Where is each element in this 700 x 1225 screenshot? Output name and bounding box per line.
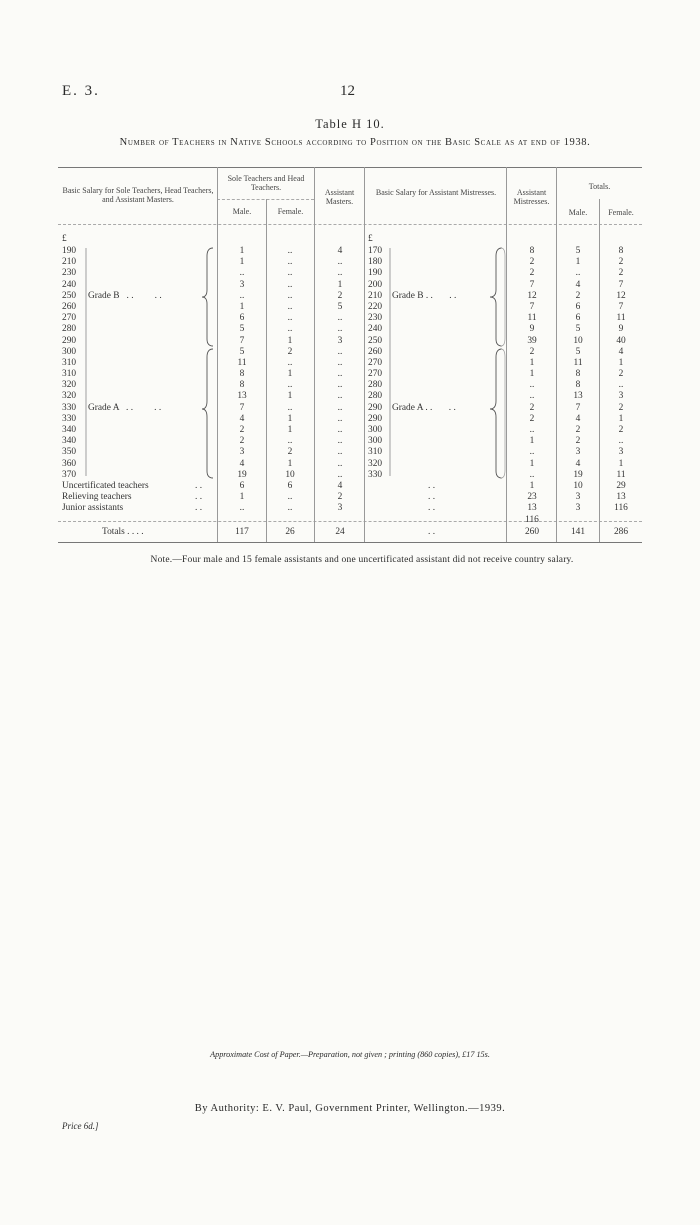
male-value: 1: [239, 246, 245, 256]
female-value: 1: [287, 413, 293, 424]
male-value: 4: [239, 413, 245, 424]
totals-female-value: 2: [618, 268, 624, 279]
salary-value: 310: [62, 357, 77, 368]
note: Note.—Four male and 15 female assistants and one uncertificated assistant did not receive country salary.: [150, 555, 574, 565]
male-value: 1: [239, 301, 245, 312]
assistant-masters-value: ..: [337, 324, 343, 335]
male-value: 6: [239, 313, 245, 324]
female-value: ..: [287, 268, 293, 279]
male-value: 3: [239, 447, 245, 458]
assistant-mistresses-value: ..: [529, 380, 535, 391]
totals-female: 26: [285, 527, 295, 537]
assistant-mistresses-value: 7: [529, 301, 535, 312]
female-value: 2: [287, 346, 293, 357]
male-value: 5: [239, 346, 245, 357]
bracket-mistresses-right: [500, 246, 508, 486]
totals-male-value: 2: [575, 290, 581, 301]
male-value: 6: [239, 480, 245, 491]
salary-value: 370: [62, 469, 77, 480]
assistant-mistresses-value: 11: [527, 313, 537, 324]
female-value: ..: [287, 324, 293, 335]
male-value: 19: [237, 469, 247, 480]
assistant-masters-column: [326, 246, 354, 515]
totals-female-value: 11: [616, 469, 626, 480]
totals-male-value: 4: [575, 458, 581, 469]
male-column: [228, 246, 256, 515]
assistant-masters-value: ..: [337, 346, 343, 357]
assistant-mistresses-value: 1: [529, 458, 535, 469]
assistant-masters-value: 2: [337, 290, 343, 301]
assistant-masters-value: ..: [337, 402, 343, 413]
salary-value: 280: [368, 391, 383, 402]
female-value: ..: [287, 313, 293, 324]
female-column: [276, 246, 304, 515]
brace-left-outer: [200, 246, 216, 486]
col-divider: [364, 167, 365, 542]
female-value: 10: [285, 469, 295, 480]
totals-male-value: 8: [575, 369, 581, 380]
assistant-mistresses-value: 12: [527, 290, 537, 301]
assistant-masters-value: 3: [337, 503, 343, 514]
totals-tot-female: 286: [613, 527, 629, 537]
header-totals-female: Female.: [608, 208, 634, 217]
assistant-mistresses-value: 2: [529, 268, 535, 279]
salary-value: 300: [62, 346, 77, 357]
salary-value: 240: [62, 279, 77, 290]
assistant-masters-value: ..: [337, 391, 343, 402]
totals-female-value: 11: [616, 313, 626, 324]
totals-female-value: 2: [618, 425, 624, 435]
assistant-mistresses-value: 2: [529, 402, 535, 413]
female-value: ..: [287, 257, 293, 268]
male-value: ..: [239, 268, 245, 279]
male-value: 1: [239, 492, 245, 503]
special-dots-left: . . . . . .: [195, 481, 203, 514]
salary-value: 270: [62, 313, 77, 324]
totals-female-value: 3: [618, 391, 624, 402]
assistant-masters-value: 4: [337, 246, 343, 256]
totals-male-value: ..: [575, 268, 581, 279]
female-value: ..: [287, 380, 293, 391]
totals-female-value: 1: [618, 357, 624, 368]
female-value: 1: [287, 458, 293, 469]
totals-male-value: 4: [575, 279, 581, 290]
male-value: 1: [239, 257, 245, 268]
salary-value: 230: [368, 313, 383, 324]
female-value: 1: [287, 335, 293, 346]
assistant-mistresses-value: 1: [529, 436, 535, 447]
salary-value: 240: [368, 324, 383, 335]
salary-value: 270: [368, 357, 383, 368]
salary-value: 360: [62, 458, 77, 469]
totals-male-value: 1: [575, 257, 581, 268]
female-value: ..: [287, 301, 293, 312]
totals-female-value: 2: [618, 257, 624, 268]
female-value: ..: [287, 436, 293, 447]
assistant-mistresses-value: 1: [529, 480, 535, 491]
female-value: 1: [287, 391, 293, 402]
female-value: 2: [287, 447, 293, 458]
assistant-masters-value: ..: [337, 268, 343, 279]
female-value: ..: [287, 503, 293, 514]
male-value: 3: [239, 279, 245, 290]
special-row-label: Relieving teachers: [62, 492, 132, 503]
totals-female-value: 12: [616, 290, 626, 301]
special-row-label: Uncertificated teachers: [62, 481, 149, 491]
assistant-mistresses-value: ..: [529, 469, 535, 480]
totals-female-value: 8: [618, 246, 624, 256]
salary-value: 270: [368, 369, 383, 380]
salary-value: 350: [62, 447, 77, 458]
totals-male-value: 2: [575, 425, 581, 435]
bracket-right-inner: [389, 246, 397, 486]
totals-female-value: 2: [618, 402, 624, 413]
col-divider: [599, 199, 600, 542]
totals-female-value: 7: [618, 301, 624, 312]
female-value: ..: [287, 492, 293, 503]
salary-value: 200: [368, 279, 383, 290]
totals-male-value: 3: [575, 492, 581, 503]
bracket-left-inner: [85, 246, 93, 486]
assistant-masters-value: ..: [337, 458, 343, 469]
male-value: 2: [239, 425, 245, 435]
totals-female-value: 13: [616, 492, 626, 503]
assistant-masters-value: 3: [337, 335, 343, 346]
totals-female-value: 7: [618, 279, 624, 290]
male-value: ..: [239, 503, 245, 514]
totals-male-value: 5: [575, 324, 581, 335]
header-basic-salary-mistresses: Basic Salary for Assistant Mistresses.: [375, 188, 497, 197]
salary-value: 220: [368, 301, 383, 312]
header-male: Male.: [232, 207, 252, 216]
table-top-rule: [58, 167, 642, 168]
totals-dots: . .: [428, 527, 436, 537]
salary-value: 250: [62, 290, 77, 301]
totals-female-column: [607, 246, 635, 515]
assistant-mistresses-value: 13: [527, 503, 537, 514]
document-code: E. 3.: [62, 83, 100, 99]
salary-value: 210: [368, 290, 383, 301]
assistant-masters-value: ..: [337, 257, 343, 268]
salary-value: 290: [368, 402, 383, 413]
salary-value: 320: [62, 391, 77, 402]
male-value: 7: [239, 335, 245, 346]
totals-female-value: 116: [614, 503, 628, 514]
salary-value: 180: [368, 257, 383, 268]
assistant-mistresses-value: 9: [529, 324, 535, 335]
salary-value: 330: [62, 413, 77, 424]
totals-female-value: 40: [616, 335, 626, 346]
totals-male-value: 4: [575, 413, 581, 424]
assistant-mistresses-value: 2: [529, 346, 535, 357]
assistant-masters-value: ..: [337, 447, 343, 458]
grade-a-left: Grade A . . . .: [88, 403, 162, 413]
totals-male-value: 3: [575, 447, 581, 458]
currency-mark-right: £: [368, 234, 373, 244]
assistant-masters-value: ..: [337, 436, 343, 447]
assistant-masters-value: 5: [337, 301, 343, 312]
salary-value: 310: [62, 369, 77, 380]
salary-value: 320: [62, 380, 77, 391]
salary-value: 290: [62, 335, 77, 346]
salary-value: 330: [62, 402, 77, 413]
salary-value: 170: [368, 246, 383, 256]
salary-value: 250: [368, 335, 383, 346]
totals-female-value: 9: [618, 324, 624, 335]
male-value: 4: [239, 458, 245, 469]
currency-mark-left: £: [62, 234, 67, 244]
totals-male-value: 13: [573, 391, 583, 402]
totals-male-value: 5: [575, 246, 581, 256]
totals-male-value: 19: [573, 469, 583, 480]
totals-female-value: 29: [616, 480, 626, 491]
salary-value: 190: [62, 246, 77, 256]
col-divider: [266, 199, 267, 542]
female-value: ..: [287, 290, 293, 301]
totals-asst-masters: 24: [335, 527, 345, 537]
assistant-masters-value: ..: [337, 413, 343, 424]
assistant-masters-value: 2: [337, 492, 343, 503]
totals-male-value: 3: [575, 503, 581, 514]
totals-female-value: ..: [618, 380, 624, 391]
salary-value: 340: [62, 436, 77, 447]
col-divider: [314, 167, 315, 542]
totals-male-column: [564, 246, 592, 515]
female-value: 6: [287, 480, 293, 491]
page-number: 12: [340, 83, 355, 99]
assistant-masters-value: ..: [337, 357, 343, 368]
totals-male-value: 2: [575, 436, 581, 447]
totals-label: Totals . . . .: [102, 527, 144, 537]
salary-value: 280: [62, 324, 77, 335]
assistant-mistresses-value: 2: [529, 257, 535, 268]
assistant-masters-value: ..: [337, 425, 343, 435]
assistant-mistresses-value: 2: [529, 413, 535, 424]
table-bottom-rule: [58, 542, 642, 543]
assistant-masters-value: 4: [337, 480, 343, 491]
totals-male-value: 5: [575, 346, 581, 357]
assistant-mistresses-value: 116: [525, 514, 539, 525]
assistant-masters-value: ..: [337, 380, 343, 391]
male-value: 8: [239, 380, 245, 391]
totals-male: 117: [235, 527, 249, 537]
totals-female-value: ..: [618, 436, 624, 447]
salary-value: 210: [62, 257, 77, 268]
salary-value: 340: [62, 425, 77, 435]
assistant-mistresses-value: ..: [529, 425, 535, 435]
assistant-mistresses-value: 7: [529, 279, 535, 290]
header-basic-salary-sole: Basic Salary for Sole Teachers, Head Teachers, and Assistant Masters.: [62, 186, 214, 204]
male-value: ..: [239, 290, 245, 301]
salary-value: 310: [368, 447, 383, 458]
male-value: 13: [237, 391, 247, 402]
header-divider: [58, 224, 642, 225]
salary-value: 290: [368, 413, 383, 424]
assistant-masters-value: ..: [337, 469, 343, 480]
salary-value: 260: [62, 301, 77, 312]
header-female: Female.: [277, 207, 304, 216]
header-assistant-mistresses: Assistant Mistresses.: [513, 188, 550, 206]
totals-male-value: 8: [575, 380, 581, 391]
salary-value: 320: [368, 458, 383, 469]
grade-b-left: Grade B . . . .: [88, 291, 162, 301]
male-value: 11: [237, 357, 247, 368]
assistant-mistresses-value: 1: [529, 357, 535, 368]
male-value: 5: [239, 324, 245, 335]
table-title: Number of Teachers in Native Schools according to Position on the Basic Scale as at end of 1938.: [119, 137, 591, 148]
header-assistant-masters: Assistant Masters.: [324, 188, 355, 206]
female-value: 1: [287, 369, 293, 380]
totals-female-value: 2: [618, 369, 624, 380]
totals-male-value: 11: [573, 357, 583, 368]
totals-male-value: 6: [575, 313, 581, 324]
salary-value: 300: [368, 436, 383, 447]
table-number: Table H 10.: [315, 117, 385, 131]
female-value: 1: [287, 425, 293, 435]
grade-b-right: Grade B . . . .: [392, 291, 457, 301]
assistant-mistresses-value: 39: [527, 335, 537, 346]
assistant-mistresses-value: 23: [527, 492, 537, 503]
assistant-masters-value: ..: [337, 369, 343, 380]
salary-value: 300: [368, 425, 383, 435]
assistant-mistresses-value: ..: [529, 447, 535, 458]
female-value: ..: [287, 402, 293, 413]
totals-male-value: 10: [573, 335, 583, 346]
male-value: 8: [239, 369, 245, 380]
assistant-mistresses-column: [518, 246, 546, 526]
totals-female-value: 4: [618, 346, 624, 357]
totals-female-value: 1: [618, 458, 624, 469]
totals-rule-top: [58, 521, 642, 522]
assistant-mistresses-value: ..: [529, 391, 535, 402]
totals-asst-mistresses: 260: [524, 527, 540, 537]
salary-value: 190: [368, 268, 383, 279]
female-value: ..: [287, 246, 293, 256]
cost-of-paper: Approximate Cost of Paper.—Preparation, not given ; printing (860 copies), £17 15s.: [210, 1050, 490, 1059]
male-value: 7: [239, 402, 245, 413]
grade-a-right: Grade A . . . .: [392, 403, 456, 413]
price: Price 6d.]: [62, 1121, 99, 1131]
authority-line: By Authority: E. V. Paul, Government Printer, Wellington.—1939.: [194, 1103, 506, 1114]
totals-male-value: 6: [575, 301, 581, 312]
header-totals-male: Male.: [568, 208, 588, 217]
salary-value: 330: [368, 469, 383, 480]
salary-value: 280: [368, 380, 383, 391]
assistant-mistresses-value: 8: [529, 246, 535, 256]
salary-value: 230: [62, 268, 77, 279]
special-dots-right: . . . . . .: [428, 481, 436, 514]
totals-female-value: 3: [618, 447, 624, 458]
special-row-label: Junior assistants: [62, 503, 124, 514]
female-value: ..: [287, 357, 293, 368]
totals-male-value: 10: [573, 480, 583, 491]
totals-male-value: 7: [575, 402, 581, 413]
salary-value: 260: [368, 346, 383, 357]
header-totals: Totals.: [588, 182, 611, 191]
male-value: 2: [239, 436, 245, 447]
female-value: ..: [287, 279, 293, 290]
header-sole-head: Sole Teachers and Head Teachers.: [227, 174, 305, 192]
totals-tot-male: 141: [570, 527, 586, 537]
totals-female-value: 1: [618, 413, 624, 424]
col-divider: [556, 167, 557, 542]
assistant-mistresses-value: 1: [529, 369, 535, 380]
assistant-masters-value: ..: [337, 313, 343, 324]
assistant-masters-value: 1: [337, 279, 343, 290]
